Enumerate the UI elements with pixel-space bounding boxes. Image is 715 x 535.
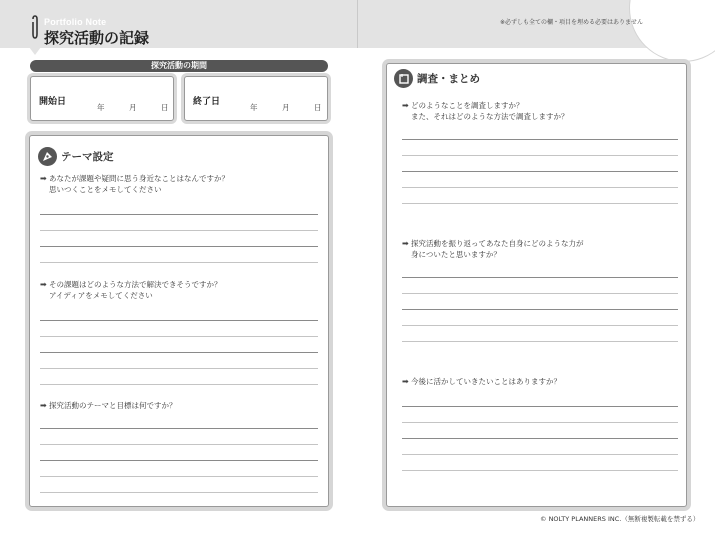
start-date-field[interactable]: [30, 76, 174, 121]
pen-nib-icon: [38, 147, 57, 166]
arrow-right-icon: ➡: [402, 101, 409, 110]
theme-section-header: [38, 147, 114, 166]
research-question-2: ➡ 探究活動を振り返ってあなた自身にどのような力が 身についたと思いますか？: [402, 239, 584, 259]
header-note: ※必ずしも全ての欄・項目を埋める必要はありません: [500, 19, 644, 26]
page-title: 探究活動の記録: [44, 29, 150, 47]
research-section-title: 調査・まとめ: [417, 73, 480, 85]
arrow-right-icon: ➡: [40, 280, 47, 289]
period-label-bar: 探究活動の期間: [30, 60, 328, 72]
theme-answer-3-lines[interactable]: [40, 428, 318, 493]
copyright-text: © NOLTY PLANNERS INC.（無断複製転載を禁ずる）: [540, 515, 700, 523]
theme-panel: [29, 135, 329, 507]
series-label: Portfolio Note: [44, 17, 107, 27]
theme-question-3: ➡ 探究活動のテーマと目標は何ですか？: [40, 401, 177, 410]
research-answer-1-lines[interactable]: [402, 139, 678, 204]
theme-section-title: テーマ設定: [61, 151, 114, 163]
research-question-3: ➡ 今後に活かしていきたいことはありますか？: [402, 377, 561, 386]
arrow-right-icon: ➡: [402, 239, 409, 248]
header-pointer: [29, 47, 41, 55]
corner-decoration: [629, 0, 715, 62]
theme-answer-1-lines[interactable]: [40, 214, 318, 263]
end-month-unit: 月: [282, 103, 290, 112]
end-date-label: 終了日: [193, 97, 221, 107]
research-section-header: [394, 69, 480, 88]
arrow-right-icon: ➡: [402, 377, 409, 386]
research-answer-3-lines[interactable]: [402, 406, 678, 471]
start-date-label: 開始日: [39, 97, 67, 107]
research-answer-2-lines[interactable]: [402, 277, 678, 342]
paperclip-icon: [30, 14, 40, 40]
arrow-right-icon: ➡: [40, 401, 47, 410]
end-date-field[interactable]: [184, 76, 328, 121]
start-day-unit: 日: [161, 103, 169, 112]
arrow-right-icon: ➡: [40, 174, 47, 183]
start-month-unit: 月: [129, 103, 137, 112]
research-question-1: ➡ どのようなことを調査しますか？ また、それはどのような方法で調査しますか？: [402, 101, 569, 121]
end-day-unit: 日: [314, 103, 322, 112]
theme-answer-2-lines[interactable]: [40, 320, 318, 385]
theme-question-1: ➡ あなたが課題や疑問に思う身近なことはなんですか？ 思いつくことをメモしてください: [40, 174, 229, 194]
notebook-icon: [394, 69, 413, 88]
end-year-unit: 年: [250, 103, 258, 112]
research-panel: [386, 63, 687, 507]
start-year-unit: 年: [97, 103, 105, 112]
theme-question-2: ➡ その課題はどのような方法で解決できそうですか？ アイディアをメモしてください: [40, 280, 222, 300]
header-divider: [357, 0, 358, 48]
